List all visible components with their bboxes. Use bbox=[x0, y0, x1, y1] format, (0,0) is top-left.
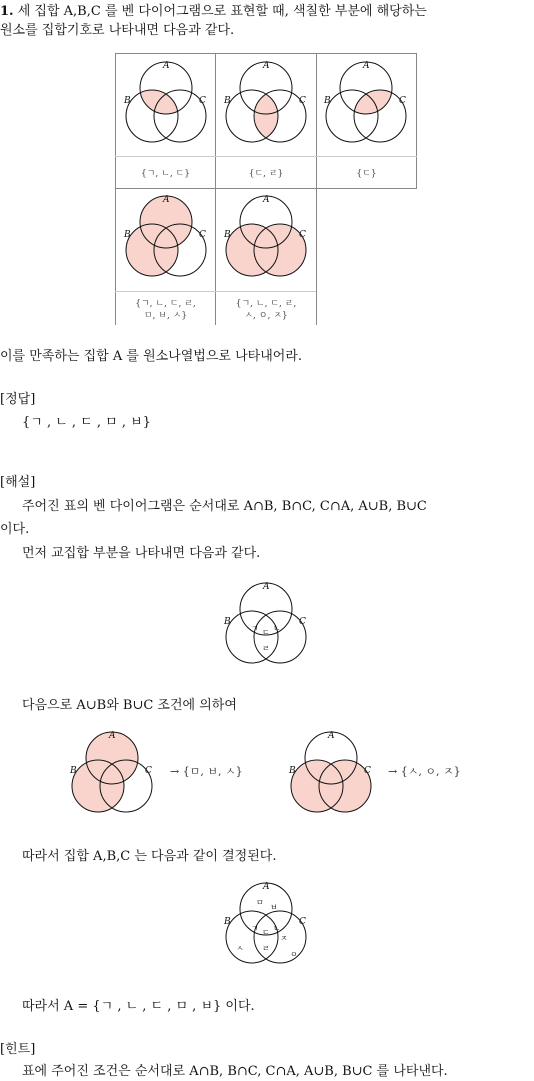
circle-b bbox=[226, 611, 278, 663]
set-label-c: C bbox=[145, 766, 152, 776]
caption-b-cup-c-2: ㅅ, ㅇ, ㅈ} bbox=[244, 311, 288, 321]
set-label-a: A bbox=[328, 731, 335, 741]
set-label-a: A bbox=[263, 61, 270, 71]
venn-a-cup-b-explain bbox=[64, 726, 160, 826]
problem-line-2: 원소를 집합기호로 나타내면 다음과 같다. bbox=[0, 23, 235, 38]
explanation-line-2: 이다. bbox=[0, 522, 30, 537]
region-b-only: ㅅ bbox=[236, 944, 244, 953]
explanation-line-6: 따라서 A = {ㄱ , ㄴ , ㄷ , ㅁ , ㅂ} 이다. bbox=[22, 999, 255, 1014]
set-label-b: B bbox=[224, 617, 231, 627]
hint-line-1: 표에 주어진 조건은 순서대로 A∩B, B∩C, C∩A, A∪B, B∪C 를 나타낸다. bbox=[22, 1064, 448, 1079]
region-center: ㄷ bbox=[262, 628, 270, 637]
venn-a-cap-b bbox=[118, 56, 214, 156]
venn-final bbox=[218, 877, 314, 977]
venn-b-cap-c bbox=[218, 56, 314, 156]
set-label-c: C bbox=[364, 766, 371, 776]
venn-c-cap-a bbox=[318, 56, 414, 156]
region-ac-final: ㄹ bbox=[262, 944, 270, 953]
explanation-line-4: 다음으로 A∪B와 B∪C 조건에 의하여 bbox=[22, 698, 237, 713]
set-label-b: B bbox=[124, 96, 131, 106]
set-label-b: B bbox=[324, 96, 331, 106]
caption-a-cup-b-1: {ㄱ, ㄴ, ㄷ, ㄹ, bbox=[135, 299, 196, 309]
problem-text-1: 세 집합 A,B,C 를 벤 다이어그램으로 표현할 때, 색칠한 부분에 해당하는 bbox=[17, 4, 427, 19]
caption-b-cup-c-1: {ㄱ, ㄴ, ㄷ, ㄹ, bbox=[235, 299, 297, 309]
set-label-c: C bbox=[299, 230, 306, 240]
set-label-b: B bbox=[224, 96, 231, 106]
caption-b-cap-c: {ㄷ, ㄹ} bbox=[248, 169, 284, 179]
hint-heading: [힌트] bbox=[0, 1042, 36, 1057]
answer-heading: [정답] bbox=[0, 392, 36, 407]
venn-b-cup-c bbox=[218, 190, 314, 290]
venn-a-cup-b bbox=[118, 190, 214, 290]
problem-number: 1. bbox=[0, 4, 14, 19]
set-label-a: A bbox=[363, 61, 370, 71]
arrow-a-cup-b: → {ㅁ, ㅂ, ㅅ} bbox=[170, 765, 243, 778]
explanation-heading: [해설] bbox=[0, 475, 36, 490]
region-bc-final: ㄴ bbox=[273, 924, 281, 933]
arrow-b-cup-c: → {ㅅ, ㅇ, ㅈ} bbox=[388, 765, 461, 778]
problem-line-1 bbox=[0, 3, 427, 21]
caption-a-cap-b: {ㄱ, ㄴ, ㄷ} bbox=[141, 169, 190, 179]
venn-b-cup-c-explain bbox=[283, 726, 379, 826]
set-label-b: B bbox=[70, 766, 77, 776]
region-ac: ㄹ bbox=[262, 644, 270, 653]
explanation-line-5: 따라서 집합 A,B,C 는 다음과 같이 결정된다. bbox=[22, 849, 277, 864]
circle-b bbox=[226, 911, 278, 963]
answer-value: {ㄱ , ㄴ , ㄷ , ㅁ , ㅂ} bbox=[22, 415, 151, 430]
set-label-c: C bbox=[299, 617, 306, 627]
set-label-c: C bbox=[199, 96, 206, 106]
set-label-a: A bbox=[263, 582, 270, 592]
explanation-line-1: 주어진 표의 벤 다이어그램은 순서대로 A∩B, B∩C, C∩A, A∪B, B∪C bbox=[22, 499, 427, 514]
set-label-a: A bbox=[163, 195, 170, 205]
region-ab: ㄱ bbox=[251, 624, 259, 633]
set-label-b: B bbox=[289, 766, 296, 776]
region-a2: ㅂ bbox=[270, 903, 278, 912]
region-c1: ㅈ bbox=[280, 934, 288, 943]
set-label-b: B bbox=[224, 230, 231, 240]
set-label-b: B bbox=[224, 917, 231, 927]
region-center-final: ㄷ bbox=[262, 928, 270, 937]
explanation-line-3: 먼저 교집합 부분을 나타내면 다음과 같다. bbox=[22, 546, 261, 561]
region-a1: ㅁ bbox=[256, 898, 264, 907]
set-label-a: A bbox=[163, 61, 170, 71]
region-bc: ㄴ bbox=[273, 624, 281, 633]
venn-intersections bbox=[218, 577, 314, 677]
set-label-c: C bbox=[399, 96, 406, 106]
set-label-c: C bbox=[299, 917, 306, 927]
region-c2: ㅇ bbox=[290, 950, 298, 959]
set-label-c: C bbox=[299, 96, 306, 106]
set-label-a: A bbox=[109, 731, 116, 741]
question-text: 이를 만족하는 집합 A 를 원소나열법으로 나타내어라. bbox=[0, 349, 303, 364]
set-label-a: A bbox=[263, 195, 270, 205]
region-ab-final: ㄱ bbox=[251, 924, 259, 933]
caption-a-cup-b-2: ㅁ, ㅂ, ㅅ} bbox=[143, 311, 188, 321]
circle-b bbox=[326, 90, 378, 142]
set-label-a: A bbox=[263, 882, 270, 892]
caption-c-cap-a: {ㄷ} bbox=[356, 169, 377, 179]
set-label-b: B bbox=[124, 230, 131, 240]
set-label-c: C bbox=[199, 230, 206, 240]
